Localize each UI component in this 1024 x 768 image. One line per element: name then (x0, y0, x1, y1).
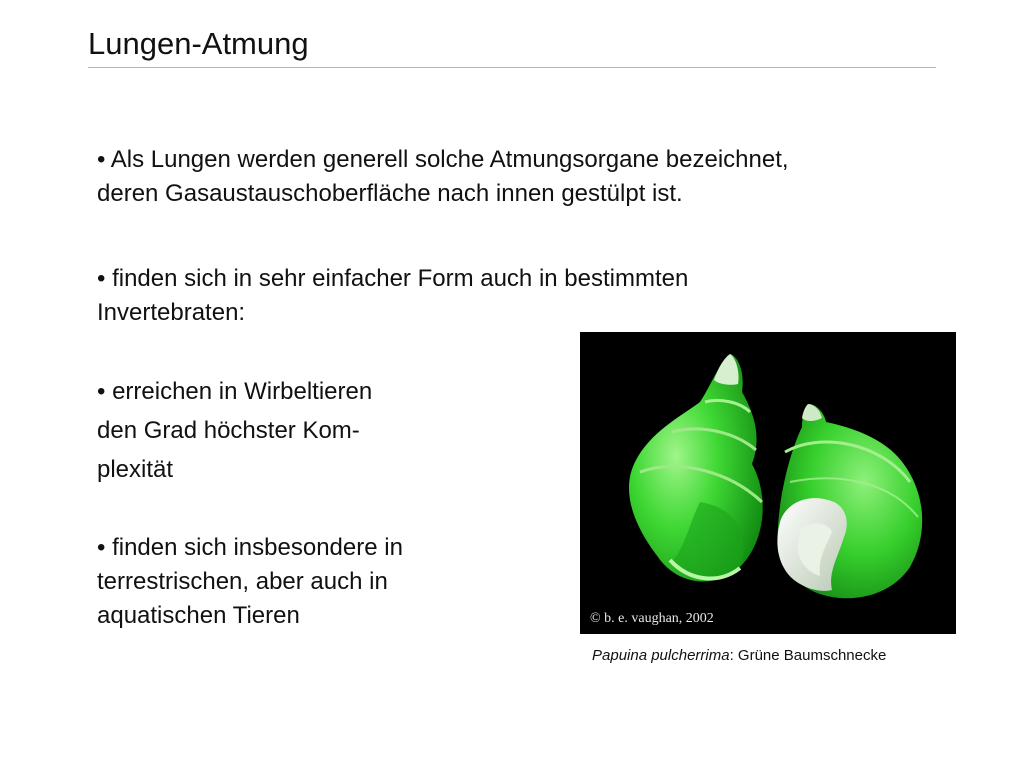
bullet-terrestrial (97, 531, 567, 633)
bullet-line: Invertebraten: (97, 299, 246, 326)
bullet-vertebrates (97, 372, 567, 489)
caption-species: Papuina pulcherrima (592, 647, 730, 664)
title-underline (88, 67, 936, 68)
photo-copyright: © b. e. vaughan, 2002 (590, 611, 714, 626)
bullet-line: • Als Lungen werden generell solche Atmungsorgane bezeichnet, (97, 146, 789, 173)
bullet-line: • finden sich in sehr einfacher Form auch in bestimmten (97, 265, 689, 292)
photo-caption (592, 646, 886, 666)
bullet-line: plexität (97, 456, 174, 483)
bullet-line: • erreichen in Wirbeltieren (97, 378, 373, 405)
bullet-lungs-definition (97, 143, 957, 211)
snail-shell-photo (580, 332, 956, 634)
bullet-line: aquatischen Tieren (97, 602, 300, 629)
bullet-line: • finden sich insbesondere in (97, 534, 403, 561)
bullet-invertebrates (97, 262, 957, 330)
bullet-line: terrestrischen, aber auch in (97, 568, 388, 595)
caption-common-name: : Grüne Baumschnecke (729, 647, 887, 664)
bullet-line: deren Gasaustauschoberfläche nach innen gestülpt ist. (97, 180, 683, 207)
bullet-line: den Grad höchster Kom- (97, 417, 360, 444)
slide-title: Lungen-Atmung (88, 26, 309, 61)
